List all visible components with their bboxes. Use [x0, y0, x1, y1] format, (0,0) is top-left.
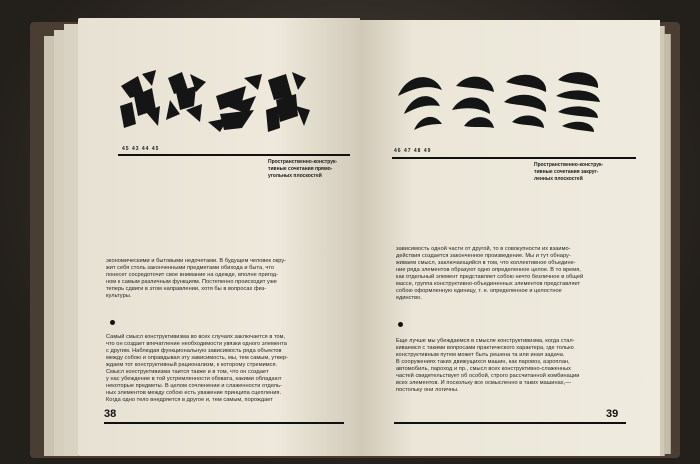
plate-numbers: 46 47 48 49 — [394, 148, 432, 154]
text-line: ных элементов между собою есть уважение принципа сцепления. — [106, 390, 282, 396]
caption-rule — [392, 157, 636, 159]
right-page — [360, 20, 660, 456]
text-line: частей свидетельствует об особой, строго рассчитанной комбинации — [396, 373, 580, 379]
text-line: понесет сосредоточит свое внимание на одежде, вполне пригод- — [106, 272, 279, 278]
text-line: у нас убеждение в той устремленности обхвата, какими обладают — [106, 376, 282, 382]
page-edge — [664, 34, 671, 454]
caption-rule — [118, 154, 350, 156]
text-line: ние ряда элементов образуют одно определенное целое. В то время, — [396, 267, 581, 273]
text-line: что он создает впечатление необходимости увязки одного элемента — [106, 341, 287, 347]
section-bullet — [398, 322, 403, 327]
text-line: конструктивным путем может быть решена та или иная задача. — [396, 352, 565, 358]
text-line: теперь сдвиги в этом направлении, хотя бы в вопросах физ- — [106, 286, 267, 292]
text-line: с другим. Наблюдая функциональную зависимость ряда объектов — [106, 348, 282, 354]
text-line: зависимость одной части от другой, то в совокупности их взаимо- — [396, 246, 571, 252]
footer-rule — [394, 422, 626, 424]
text-line: автомобиль, пароход и пр., смысл всех конструктивно-слаженных — [396, 366, 571, 372]
text-line: собою оформленную единицу, т. е. определенное и целостное — [396, 288, 562, 294]
text-line: киваемся с такими вопросами практического характера, где только — [396, 345, 574, 351]
caption-line: Пространственно-конструк- — [534, 162, 604, 168]
text-line: массе, группа конструктивно-объединенных элементов представляет — [396, 281, 581, 287]
text-line: ждаем тот конструктивный рационализм, к которому стремимся. — [106, 362, 278, 368]
caption-line: тивные сочетания прямо- — [268, 166, 333, 172]
text-line: Когда одно тело внедряется в другое и, тем самым, порождает — [106, 397, 273, 403]
page-edge — [64, 24, 79, 456]
page-number: 39 — [606, 408, 619, 420]
caption-line: тивные сочетания закруг- — [534, 169, 599, 175]
text-line: некоторые предметы. В целом сочленении и слаженности отдель- — [106, 383, 282, 389]
text-line: как отдельный элемент представляет собою нечто безличное в общей — [396, 274, 584, 280]
figure-angular-planes — [116, 66, 316, 136]
caption-line: Пространственно-конструк- — [268, 159, 338, 165]
caption-line: угольных плоскостей — [268, 173, 322, 179]
text-line: Смысл конструктивизма таится также и в том, что он создает — [106, 369, 269, 375]
plate-numbers: 45 43 44 45 — [122, 146, 160, 152]
left-page — [78, 18, 360, 456]
text-line: Самый смысл конструктивизма во всех случаях заключается в том, — [106, 334, 286, 340]
page-number: 38 — [104, 408, 117, 420]
text-line: действия создается законченное произведение. Мы и тут обнару- — [396, 253, 571, 259]
text-line: единство. — [396, 295, 422, 301]
text-line: культуры. — [106, 293, 132, 299]
figure-rounded-planes — [394, 66, 616, 144]
footer-rule — [104, 422, 344, 424]
text-line: живаем смысл, заключающийся в том, что коллективное объедине- — [396, 260, 576, 266]
caption-line: ленных плоскостей — [534, 176, 583, 182]
text-line: Еще лучше мы убеждаемся в смысле конструктивизма, когда стал- — [396, 338, 575, 344]
section-bullet — [110, 320, 115, 325]
text-line: В сооружениях таких движущихся машин, как паровоз, аэроплан, — [396, 359, 570, 365]
text-line: постольку они логичны. — [396, 387, 459, 393]
text-line: экономическими и бытовыми недочетами. В будущем человек окру- — [106, 258, 287, 264]
text-line: всех элементов. И поскольку все осмысленно в таких машинах,— — [396, 380, 571, 386]
text-line: ном к самым различным функциям. Постепенно происходит уже — [106, 279, 277, 285]
text-line: жит себя столь законченными предметами обихода и быта, что — [106, 265, 275, 271]
text-line: между собою и оправдывая эту зависимость, мы, тем самым, утвер- — [106, 355, 289, 361]
